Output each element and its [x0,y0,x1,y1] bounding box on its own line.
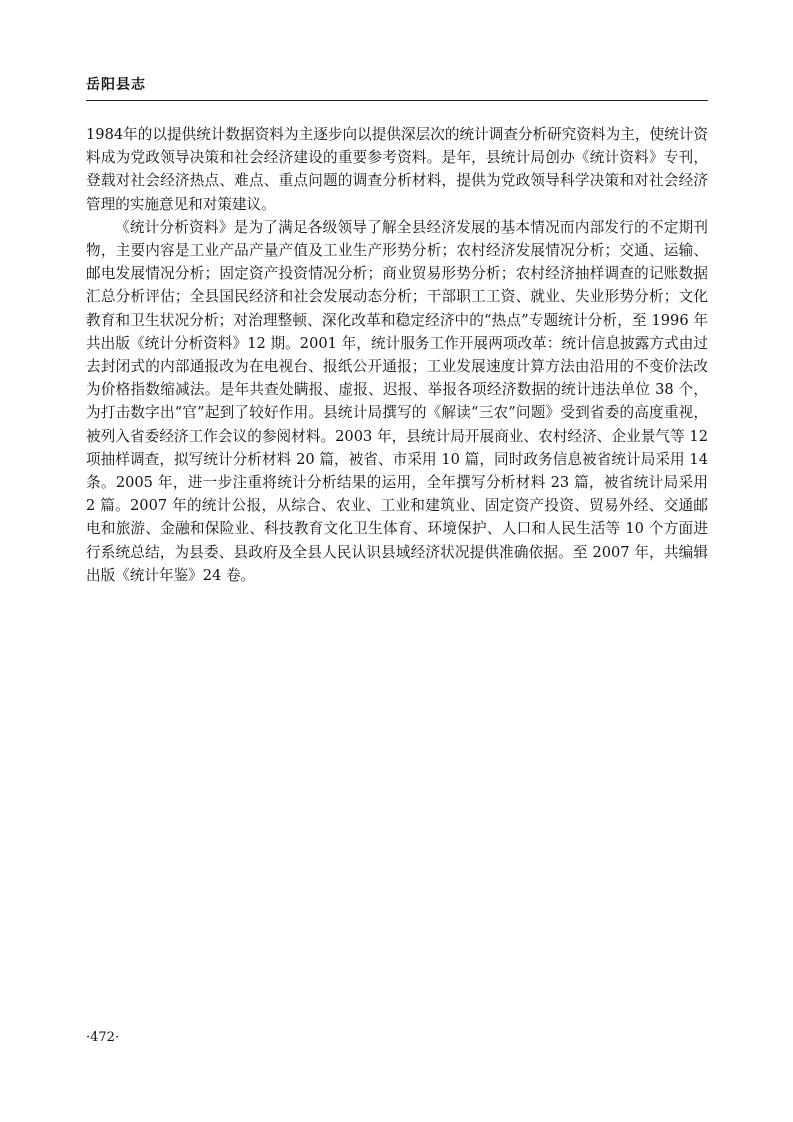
page-number: ·472· [86,1030,120,1045]
book-title: 岳阳县志 [86,77,146,93]
paragraph-1: 1984年的以提供统计数据资料为主逐步向以提供深层次的统计调查分析研究资料为主，使统计资料成为党政领导决策和社会经济建设的重要参考资料。是年，县统计局创办《统计资料》专刊，登载对社会经济热点、难点、重点问题的调查分析材料，提供为党政领导科学决策和对社会经济管理的实施意见和对策建议。 [86,126,708,213]
running-header [86,76,708,101]
body-text [86,123,708,587]
paragraph-2: 《统计分析资料》是为了满足各级领导了解全县经济发展的基本情况而内部发行的不定期刊物，主要内容是工业产品产量产值及工业生产形势分析；农村经济发展情况分析；交通、运输、邮电发展情况分析；固定资产投资情况分析；商业贸易形势分析；农村经济抽样调查的记账数据汇总分析评估；全县国民经济和社会发展动态分析；干部职工工资、就业、失业形势分析；文化教育和卫生状况分析；对治理整顿、深化改革和稳定经济中的“热点”专题统计分析，至 1996 年共出版《统计分析资料》12 期。2001 年，统计服务工作开展两项改革：统计信息披露方式由过去封闭式的内部通报改为在电视台、报纸公开通报；工业发展速度计算方法由沿用的不变价法改为价格指数缩减法。是年共查处瞒报、虚报、迟报、举报各项经济数据的统计违法单位 38 个，为打击数字出“官”起到了较好作用。县统计局撰写的《解读“三农”问题》受到省委的高度重视，被列入省委经济工作会议的参阅材料。2003 年，县统计局开展商业、农村经济、企业景气等 12 项抽样调查，拟写统计分析材料 20 篇，被省、市采用 10 篇，同时政务信息被省统计局采用 14 条。2005 年，进一步注重将统计分析结果的运用，全年撰写分析材料 23 篇，被省统计局采用 2 篇。2007 年的统计公报，从综合、农业、工业和建筑业、固定资产投资、贸易外经、交通邮电和旅游、金融和保险业、科技教育文化卫生体育、环境保护、人口和人民生活等 10 个方面进行系统总结，为县委、县政府及全县人民认识县域经济状况提供准确依据。至 2007 年，共编辑出版《统计年鉴》24 卷。 [86,218,708,584]
